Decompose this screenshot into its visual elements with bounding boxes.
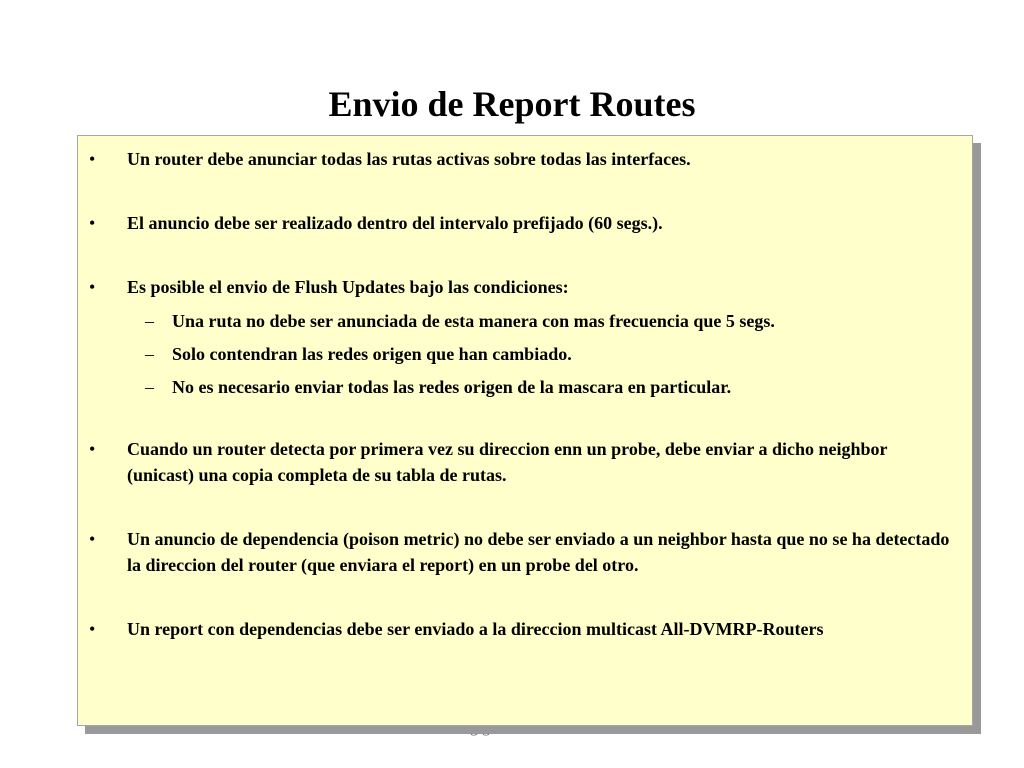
bullet-text: Un router debe anunciar todas las rutas activas sobre todas las interfaces. bbox=[127, 149, 691, 169]
bullet-marker: • bbox=[89, 277, 96, 297]
sub-bullet-text: Una ruta no debe ser anunciada de esta manera con mas frecuencia que 5 segs. bbox=[172, 311, 775, 331]
bullet-text: Un report con dependencias debe ser enviado a la direccion multicast All-DVMRP-Routers bbox=[127, 619, 824, 639]
bullet-body bbox=[127, 210, 950, 236]
bullet-body bbox=[127, 616, 950, 642]
sub-bullet-item bbox=[145, 374, 950, 400]
bullet-body bbox=[127, 436, 950, 488]
bullet-body bbox=[127, 526, 950, 578]
sub-bullet-list bbox=[127, 308, 950, 400]
bullet-body bbox=[127, 146, 950, 172]
bullet-marker: • bbox=[89, 619, 96, 639]
bullet-marker: • bbox=[89, 439, 96, 459]
bullet-text: Un anuncio de dependencia (poison metric) no debe ser enviado a un neighbor hasta que no se ha detectado la direccion del router (que enviara el report) en un probe del otro. bbox=[127, 529, 950, 575]
bullet-text: El anuncio debe ser realizado dentro del intervalo prefijado (60 segs.). bbox=[127, 213, 663, 233]
bullet-item bbox=[89, 274, 950, 400]
slide-title: Envio de Report Routes bbox=[328, 84, 696, 124]
sub-bullet-marker: – bbox=[145, 344, 154, 364]
bullet-marker: • bbox=[89, 213, 96, 233]
bullet-item bbox=[89, 436, 950, 488]
bullet-text: Es posible el envio de Flush Updates bajo las condiciones: bbox=[127, 277, 569, 297]
bullet-list bbox=[89, 146, 950, 642]
sub-bullet-marker: – bbox=[145, 377, 154, 397]
bullet-marker: • bbox=[89, 529, 96, 549]
sub-bullet-marker: – bbox=[145, 311, 154, 331]
bullet-marker: • bbox=[89, 149, 96, 169]
bullet-item bbox=[89, 210, 950, 236]
sub-bullet-item bbox=[145, 341, 950, 367]
bullet-text: Cuando un router detecta por primera vez su direccion enn un probe, debe enviar a dicho neighbor (unicast) una copia completa de su tabla de rutas. bbox=[127, 439, 888, 485]
bullet-item bbox=[89, 616, 950, 642]
bullet-item bbox=[89, 526, 950, 578]
bullet-item bbox=[89, 146, 950, 172]
sub-bullet-item bbox=[145, 308, 950, 334]
sub-bullet-text: Solo contendran las redes origen que han cambiado. bbox=[172, 344, 572, 364]
sub-bullet-text: No es necesario enviar todas las redes origen de la mascara en particular. bbox=[172, 377, 732, 397]
bullet-body bbox=[127, 274, 950, 400]
content-box bbox=[77, 135, 973, 726]
